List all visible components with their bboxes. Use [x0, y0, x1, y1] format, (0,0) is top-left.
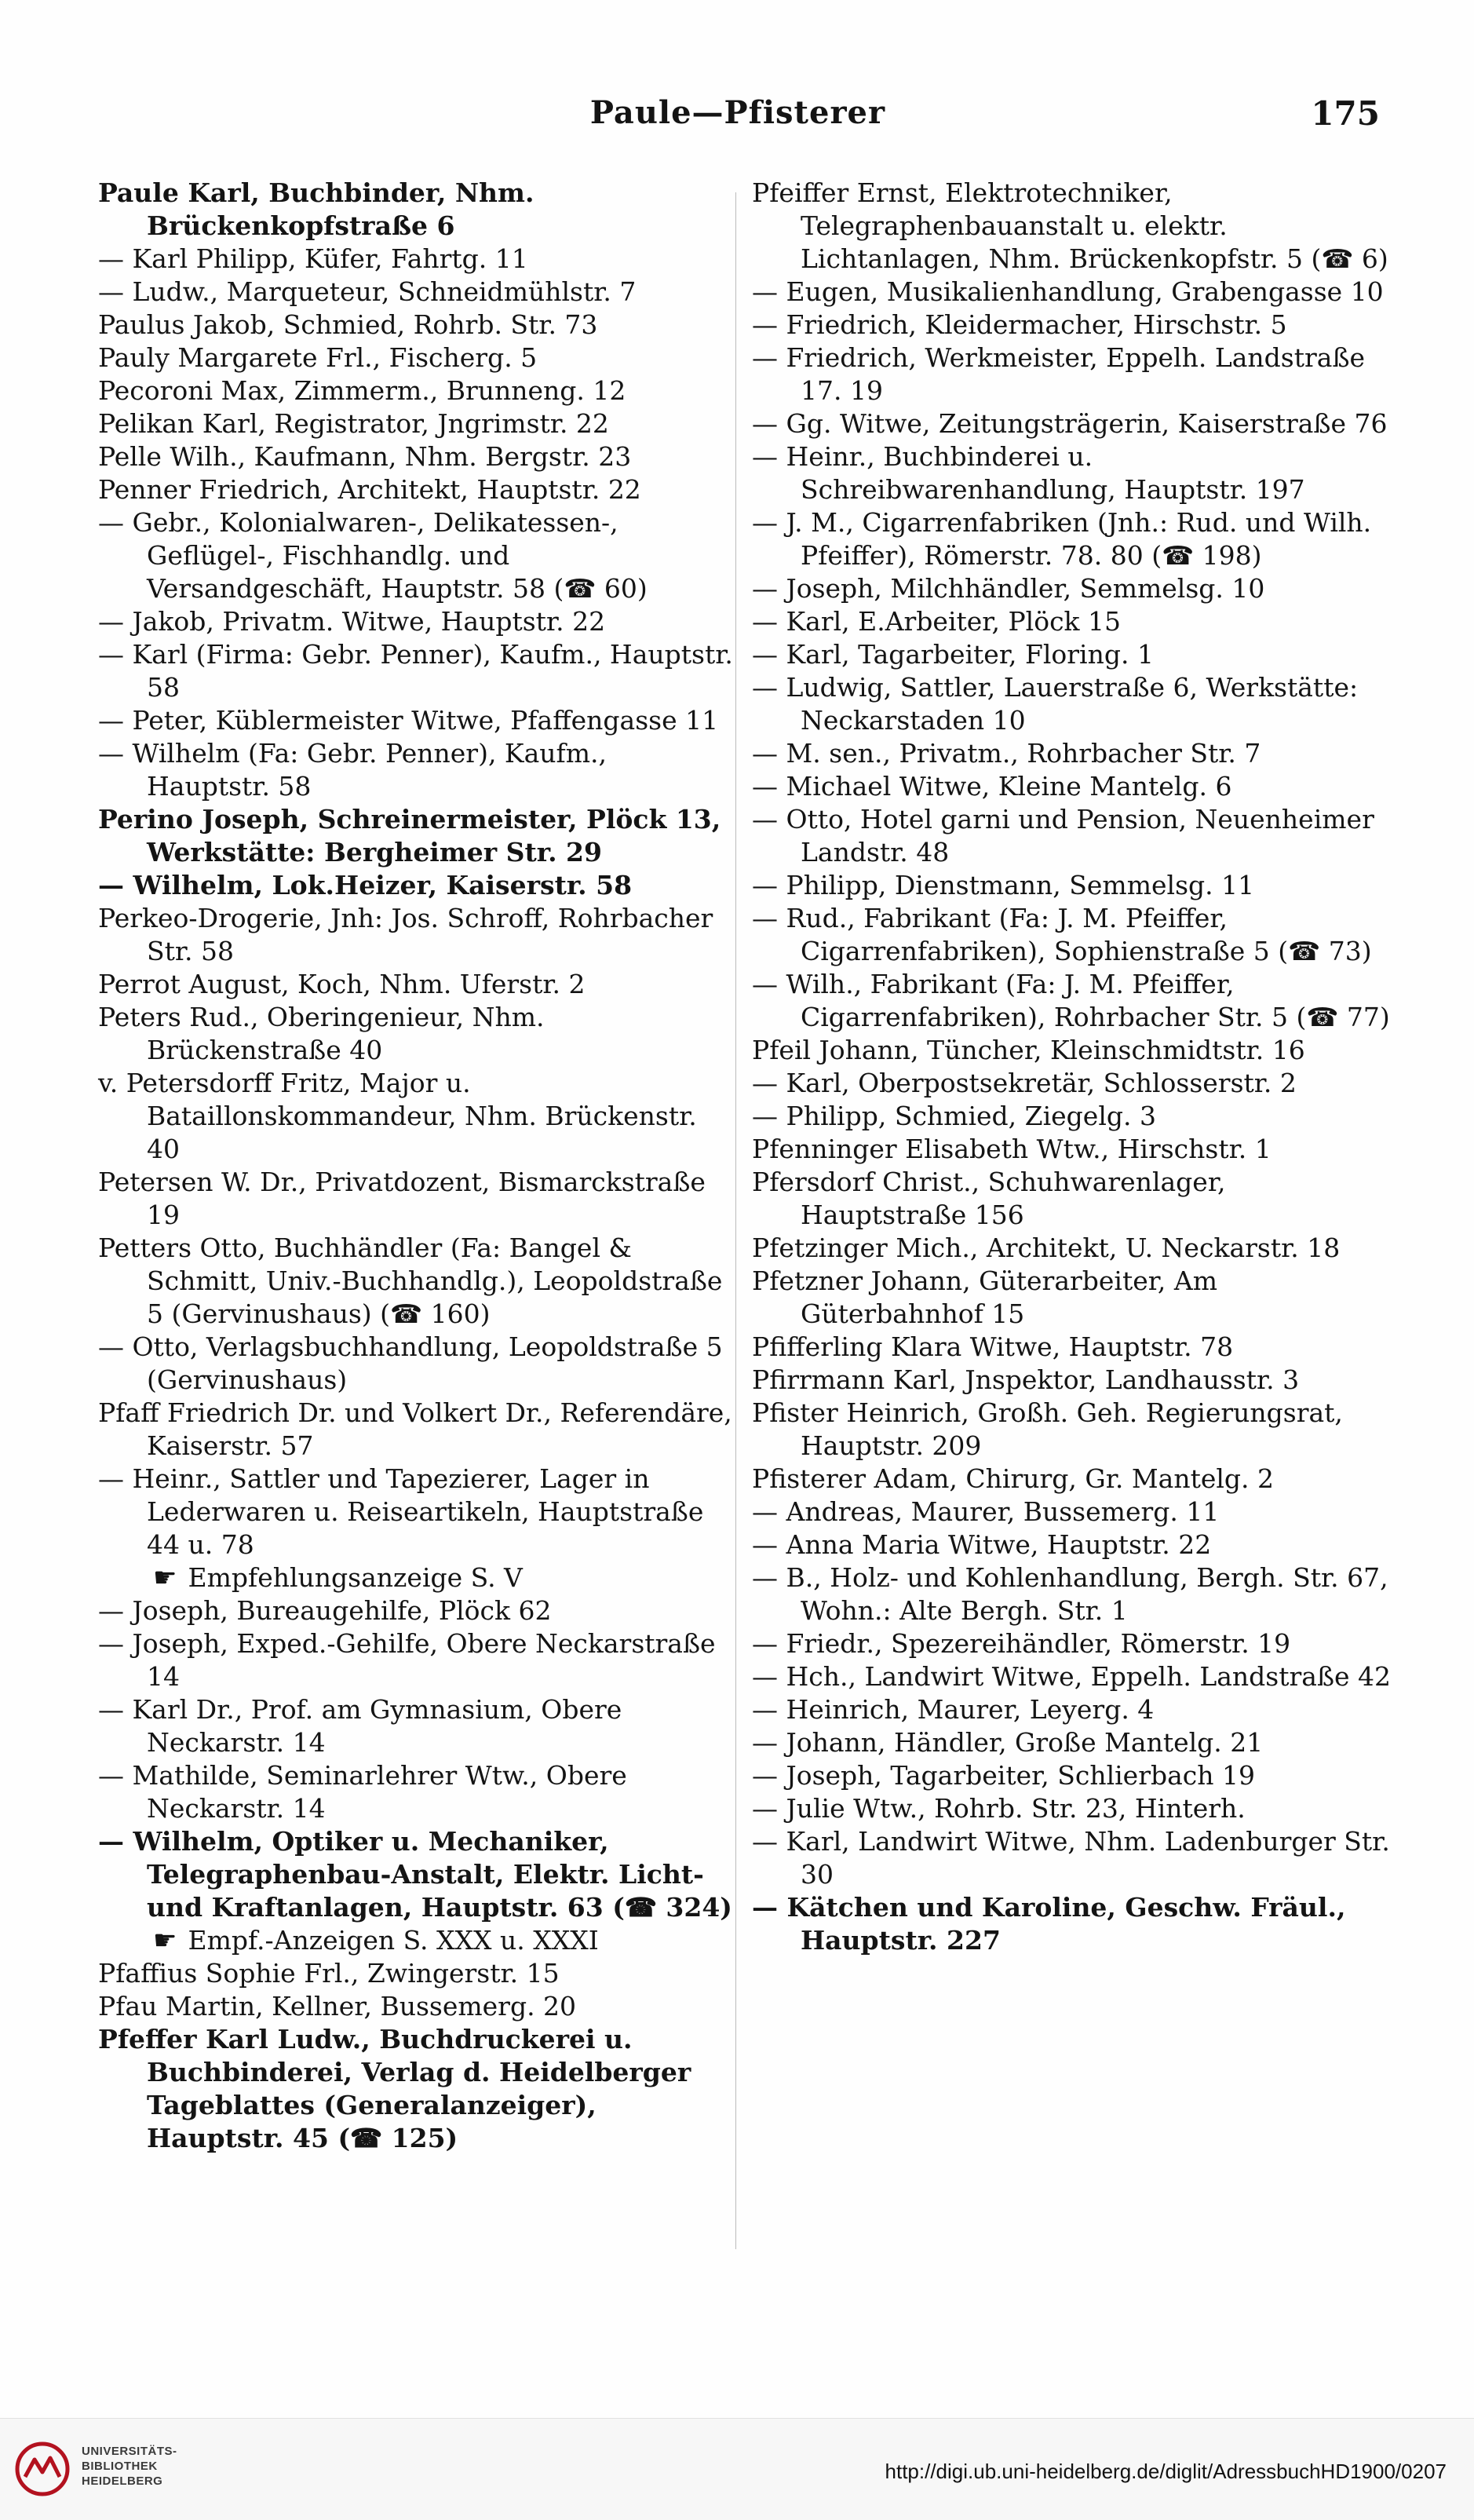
entry-text: Pfetzner Johann, Güterarbeiter, Am Güterbahnhof 15 [752, 1265, 1218, 1329]
directory-entry [98, 2023, 738, 2155]
entry-text: — Joseph, Bureaugehilfe, Plöck 62 [98, 1595, 552, 1626]
entry-text: — Ludw., Marqueteur, Schneidmühlstr. 7 [98, 276, 637, 307]
entry-text: Peters Rud., Oberingenieur, Nhm. Brückenstraße 40 [98, 1002, 545, 1065]
entry-text: Paulus Jakob, Schmied, Rohrb. Str. 73 [98, 309, 598, 340]
directory-entry [98, 1594, 738, 1627]
entry-text: Perrot August, Koch, Nhm. Uferstr. 2 [98, 969, 586, 999]
directory-entry [752, 1067, 1392, 1100]
library-logo-text [82, 2444, 177, 2489]
directory-entry [752, 1561, 1392, 1627]
entry-text: Pfau Martin, Kellner, Bussemerg. 20 [98, 1991, 577, 2021]
entry-text: Pelle Wilh., Kaufmann, Nhm. Bergstr. 23 [98, 441, 632, 472]
directory-entry [98, 506, 738, 605]
entry-text: — Friedrich, Kleidermacher, Hirschstr. 5 [752, 309, 1287, 340]
directory-entry [98, 1627, 738, 1693]
directory-entry [752, 803, 1392, 869]
entry-text: Empf.-Anzeigen S. XXX u. XXXI [188, 1925, 599, 1956]
entry-text: — Karl Dr., Prof. am Gymnasium, Obere Neckarstr. 14 [98, 1694, 622, 1758]
entry-text: — Andreas, Maurer, Bussemerg. 11 [752, 1496, 1220, 1527]
directory-entry [752, 309, 1392, 341]
pointing-hand-icon: ☛ [153, 1562, 177, 1594]
entry-text: — Gebr., Kolonialwaren-, Delikatessen-, Geflügel-, Fischhandlg. und Versandgeschäft, Hauptstr. 58 (☎ 60) [98, 507, 648, 604]
entry-text: Pfersdorf Christ., Schuhwarenlager, Hauptstraße 156 [752, 1167, 1226, 1230]
entry-text: Pecoroni Max, Zimmerm., Brunneng. 12 [98, 375, 626, 406]
entry-text: — J. M., Cigarrenfabriken (Jnh.: Rud. und Wilh. Pfeiffer), Römerstr. 78. 80 (☎ 198) [752, 507, 1372, 571]
directory-entry [752, 869, 1392, 902]
directory-entry [752, 1726, 1392, 1759]
directory-entry [752, 1265, 1392, 1331]
directory-entry [98, 968, 738, 1001]
directory-entry [98, 1166, 738, 1232]
entry-text: — Heinr., Sattler und Tapezierer, Lager in Lederwaren u. Reiseartikeln, Hauptstraße 44 u. 78 [98, 1463, 704, 1560]
directory-entry [98, 1067, 738, 1166]
entry-text: Petters Otto, Buchhändler (Fa: Bangel & Schmitt, Univ.-Buchhandlg.), Leopoldstraße 5 (Gervinushaus) (☎ 160) [98, 1233, 723, 1329]
directory-entry [98, 869, 738, 902]
directory-entry [752, 1496, 1392, 1528]
directory-entry [752, 341, 1392, 407]
entry-text: — Friedrich, Werkmeister, Eppelh. Landstraße 17. 19 [752, 342, 1366, 406]
entry-text: Pfisterer Adam, Chirurg, Gr. Mantelg. 2 [752, 1463, 1275, 1494]
footer-bar [0, 2418, 1474, 2520]
entry-text: Pfaffius Sophie Frl., Zwingerstr. 15 [98, 1958, 560, 1989]
entry-text: Penner Friedrich, Architekt, Hauptstr. 22 [98, 474, 641, 505]
logo-line-1: UNIVERSITÄTS- [82, 2445, 177, 2458]
directory-entry [98, 803, 738, 869]
entry-text: — Kätchen und Karoline, Geschw. Fräul., Hauptstr. 227 [752, 1892, 1346, 1956]
pointing-hand-icon: ☛ [153, 1925, 177, 1956]
entry-text: Pauly Margarete Frl., Fischerg. 5 [98, 342, 538, 373]
entry-text: — Otto, Hotel garni und Pension, Neuenheimer Landstr. 48 [752, 804, 1374, 867]
directory-entry [98, 1990, 738, 2023]
logo-line-2: BIBLIOTHEK [82, 2460, 158, 2473]
entry-text: Empfehlungsanzeige S. V [188, 1562, 523, 1593]
directory-entry [98, 309, 738, 341]
entry-text: — Heinr., Buchbinderei u. Schreibwarenhandlung, Hauptstr. 197 [752, 441, 1305, 505]
directory-entry [98, 638, 738, 704]
left-column [98, 177, 738, 2155]
entry-text: Pelikan Karl, Registrator, Jngrimstr. 22 [98, 408, 609, 439]
directory-entry [98, 473, 738, 506]
directory-entry [98, 243, 738, 276]
directory-entry [752, 1825, 1392, 1891]
entry-text: — Gg. Witwe, Zeitungsträgerin, Kaiserstraße 76 [752, 408, 1388, 439]
entry-text: — Ludwig, Sattler, Lauerstraße 6, Werkstätte: Neckarstaden 10 [752, 672, 1359, 736]
directory-entry [752, 902, 1392, 968]
entry-text: — Friedr., Spezereihändler, Römerstr. 19 [752, 1628, 1291, 1659]
entry-text: Paule Karl, Buchbinder, Nhm. Brückenkopfstraße 6 [98, 177, 535, 241]
page-number: 175 [1311, 94, 1380, 133]
entry-text: — Karl, Tagarbeiter, Floring. 1 [752, 639, 1154, 670]
directory-entry [752, 1034, 1392, 1067]
directory-entry [752, 572, 1392, 605]
entry-text: — Hch., Landwirt Witwe, Eppelh. Landstraße 42 [752, 1661, 1391, 1692]
entry-text: — Wilhelm, Lok.Heizer, Kaiserstr. 58 [98, 870, 633, 900]
entry-text: — B., Holz- und Kohlenhandlung, Bergh. Str. 67, Wohn.: Alte Bergh. Str. 1 [752, 1562, 1388, 1626]
directory-entry [752, 1100, 1392, 1133]
entry-text: — Joseph, Milchhändler, Semmelsg. 10 [752, 573, 1265, 604]
entry-text: — Peter, Küblermeister Witwe, Pfaffengasse 11 [98, 705, 719, 736]
directory-entry [752, 605, 1392, 638]
directory-entry [98, 177, 738, 243]
entry-text: Pfirrmann Karl, Jnspektor, Landhausstr. 3 [752, 1364, 1300, 1395]
entry-text: — Otto, Verlagsbuchhandlung, Leopoldstraße 5 (Gervinushaus) [98, 1331, 723, 1395]
directory-entry [98, 1331, 738, 1397]
directory-entry [98, 1957, 738, 1990]
directory-entry [98, 374, 738, 407]
entry-text: Pfister Heinrich, Großh. Geh. Regierungsrat, Hauptstr. 209 [752, 1397, 1343, 1461]
entry-text: — Heinrich, Maurer, Leyerg. 4 [752, 1694, 1155, 1725]
directory-entry [98, 1759, 738, 1825]
entry-text: Pfeiffer Ernst, Elektrotechniker, Telegraphenbauanstalt u. elektr. Lichtanlagen, Nhm. Brückenkopfstr. 5 (☎ 6) [752, 177, 1388, 274]
directory-entry [98, 1693, 738, 1759]
entry-text: — M. sen., Privatm., Rohrbacher Str. 7 [752, 738, 1261, 769]
directory-entry [752, 1133, 1392, 1166]
entry-text: Pfeil Johann, Tüncher, Kleinschmidtstr. 16 [752, 1035, 1305, 1065]
directory-entry [752, 506, 1392, 572]
directory-entry [98, 407, 738, 440]
directory-entry [752, 1693, 1392, 1726]
entry-text: — Karl Philipp, Küfer, Fahrtg. 11 [98, 243, 528, 274]
entry-text: — Rud., Fabrikant (Fa: J. M. Pfeiffer, Cigarrenfabriken), Sophienstraße 5 (☎ 73) [752, 903, 1372, 966]
entry-text: Perino Joseph, Schreinermeister, Plöck 13, Werkstätte: Bergheimer Str. 29 [98, 804, 721, 867]
directory-entry [752, 276, 1392, 309]
entry-text: v. Petersdorff Fritz, Major u. Bataillonskommandeur, Nhm. Brückenstr. 40 [98, 1068, 697, 1164]
directory-entry [752, 671, 1392, 737]
reference-note [98, 1561, 738, 1594]
entry-text: — Eugen, Musikalienhandlung, Grabengasse 10 [752, 276, 1384, 307]
directory-entry [98, 1397, 738, 1463]
running-head [0, 94, 1474, 141]
right-column [752, 177, 1392, 1957]
directory-entry [752, 638, 1392, 671]
directory-entry [752, 1660, 1392, 1693]
directory-entry [98, 276, 738, 309]
entry-text: — Julie Wtw., Rohrb. Str. 23, Hinterh. [752, 1793, 1246, 1824]
logo-line-3: HEIDELBERG [82, 2474, 163, 2488]
entry-text: — Anna Maria Witwe, Hauptstr. 22 [752, 1529, 1212, 1560]
directory-entry [752, 1759, 1392, 1792]
entry-text: — Jakob, Privatm. Witwe, Hauptstr. 22 [98, 606, 606, 637]
entry-text: Perkeo-Drogerie, Jnh: Jos. Schroff, Rohrbacher Str. 58 [98, 903, 713, 966]
directory-entry [752, 968, 1392, 1034]
entry-text: — Wilh., Fabrikant (Fa: J. M. Pfeiffer, Cigarrenfabriken), Rohrbacher Str. 5 (☎ 77) [752, 969, 1390, 1032]
directory-entry [752, 1792, 1392, 1825]
directory-entry [752, 1397, 1392, 1463]
entry-text: — Karl (Firma: Gebr. Penner), Kaufm., Hauptstr. 58 [98, 639, 733, 703]
directory-entry [98, 440, 738, 473]
directory-entry [98, 341, 738, 374]
entry-text: Pfaff Friedrich Dr. und Volkert Dr., Referendäre, Kaiserstr. 57 [98, 1397, 732, 1461]
entry-text: — Wilhelm (Fa: Gebr. Penner), Kaufm., Hauptstr. 58 [98, 738, 607, 802]
directory-entry [98, 1463, 738, 1561]
directory-entry [98, 1232, 738, 1331]
directory-entry [752, 1627, 1392, 1660]
directory-entry [752, 1891, 1392, 1957]
page-title: Paule—Pfisterer [589, 94, 886, 131]
entry-text: — Joseph, Exped.-Gehilfe, Obere Neckarstraße 14 [98, 1628, 716, 1692]
directory-entry [98, 704, 738, 737]
directory-entry [98, 902, 738, 968]
directory-entry [98, 1825, 738, 1924]
entry-text: — Philipp, Dienstmann, Semmelsg. 11 [752, 870, 1255, 900]
directory-entry [98, 1001, 738, 1067]
entry-text: — Karl, Oberpostsekretär, Schlosserstr. 2 [752, 1068, 1297, 1098]
directory-entry [752, 1528, 1392, 1561]
entry-text: Petersen W. Dr., Privatdozent, Bismarckstraße 19 [98, 1167, 706, 1230]
directory-entry [752, 177, 1392, 276]
entry-text: — Philipp, Schmied, Ziegelg. 3 [752, 1101, 1156, 1131]
entry-text: Pfeffer Karl Ludw., Buchdruckerei u. Buchbinderei, Verlag d. Heidelberger Tageblattes (Generalanzeiger), Hauptstr. 45 (☎ 125) [98, 2024, 691, 2153]
directory-entry [752, 1166, 1392, 1232]
entry-text: Pfifferling Klara Witwe, Hauptstr. 78 [752, 1331, 1234, 1362]
directory-entry [752, 407, 1392, 440]
library-logo [14, 2434, 195, 2505]
entry-text: Pfetzinger Mich., Architekt, U. Neckarstr. 18 [752, 1233, 1341, 1263]
directory-entry [752, 737, 1392, 770]
reference-note [98, 1924, 738, 1957]
entry-text: — Wilhelm, Optiker u. Mechaniker, Telegraphenbau-Anstalt, Elektr. Licht- und Kraftanlagen, Hauptstr. 63 (☎ 324) [98, 1826, 732, 1923]
entry-text: — Mathilde, Seminarlehrer Wtw., Obere Neckarstr. 14 [98, 1760, 627, 1824]
entry-text: — Michael Witwe, Kleine Mantelg. 6 [752, 771, 1232, 802]
source-url-link[interactable]: http://digi.ub.uni-heidelberg.de/diglit/AdressbuchHD1900/0207 [885, 2460, 1447, 2483]
entry-text: — Joseph, Tagarbeiter, Schlierbach 19 [752, 1760, 1256, 1791]
directory-entry [752, 1331, 1392, 1364]
entry-text: — Johann, Händler, Große Mantelg. 21 [752, 1727, 1264, 1758]
directory-entry [752, 440, 1392, 506]
directory-entry [98, 737, 738, 803]
directory-entry [752, 1463, 1392, 1496]
directory-entry [752, 770, 1392, 803]
entry-text: Pfenninger Elisabeth Wtw., Hirschstr. 1 [752, 1134, 1272, 1164]
entry-text: — Karl, Landwirt Witwe, Nhm. Ladenburger Str. 30 [752, 1826, 1390, 1890]
column-divider [735, 192, 736, 2249]
directory-entry [752, 1364, 1392, 1397]
directory-entry [752, 1232, 1392, 1265]
library-seal-icon [14, 2441, 71, 2497]
directory-entry [98, 605, 738, 638]
entry-text: — Karl, E.Arbeiter, Plöck 15 [752, 606, 1122, 637]
